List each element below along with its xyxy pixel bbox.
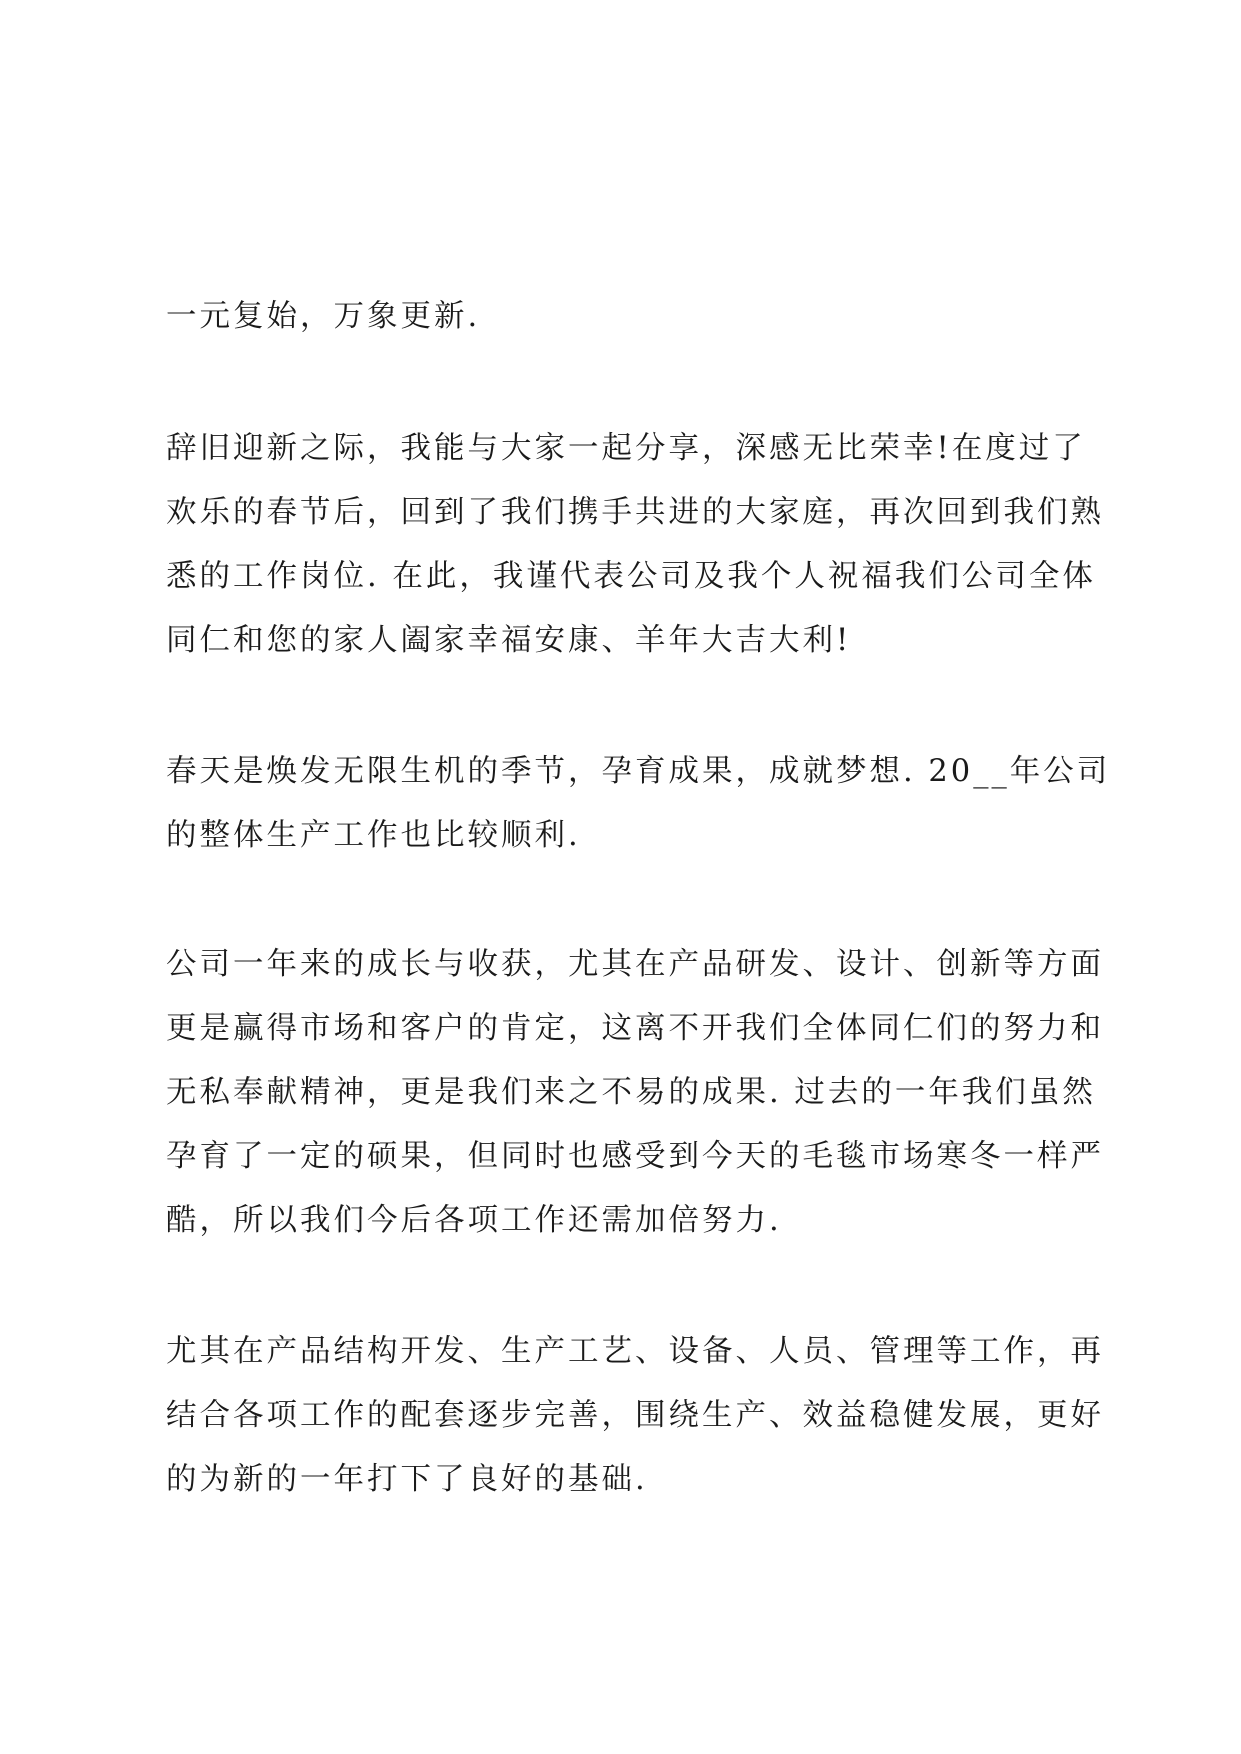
paragraph-1 [166,285,1096,349]
paragraph-line: 无私奉献精神，更是我们来之不易的成果. 过去的一年我们虽然 [166,1075,1096,1110]
paragraph-line: 春天是焕发无限生机的季节，孕育成果，成就梦想. 20__年公司 [166,754,1111,789]
paragraph-line: 辞旧迎新之际，我能与大家一起分享，深感无比荣幸!在度过了 [166,431,1086,466]
paragraph-line: 公司一年来的成长与收获，尤其在产品研发、设计、创新等方面 [166,947,1104,982]
paragraph-line: 酷，所以我们今后各项工作还需加倍努力. [166,1203,782,1238]
paragraph-line: 悉的工作岗位. 在此，我谨代表公司及我个人祝福我们公司全体 [166,559,1096,594]
paragraph-3 [166,740,1111,868]
paragraph-line: 同仁和您的家人阖家幸福安康、羊年大吉大利! [166,623,852,658]
paragraph-line: 一元复始，万象更新. [166,299,481,334]
paragraph-line: 结合各项工作的配套逐步完善，围绕生产、效益稳健发展，更好 [166,1398,1104,1433]
paragraph-line: 尤其在产品结构开发、生产工艺、设备、人员、管理等工作，再 [166,1334,1104,1369]
paragraph-4 [166,933,1104,1253]
paragraph-line: 孕育了一定的硕果，但同时也感受到今天的毛毯市场寒冬一样严 [166,1139,1104,1174]
paragraph-line: 更是赢得市场和客户的肯定，这离不开我们全体同仁们的努力和 [166,1011,1104,1046]
paragraph-2 [166,417,1104,673]
paragraph-5 [166,1320,1104,1512]
paragraph-line: 的整体生产工作也比较顺利. [166,818,581,853]
paragraph-line: 的为新的一年打下了良好的基础. [166,1462,648,1497]
paragraph-line: 欢乐的春节后，回到了我们携手共进的大家庭，再次回到我们熟 [166,495,1104,530]
